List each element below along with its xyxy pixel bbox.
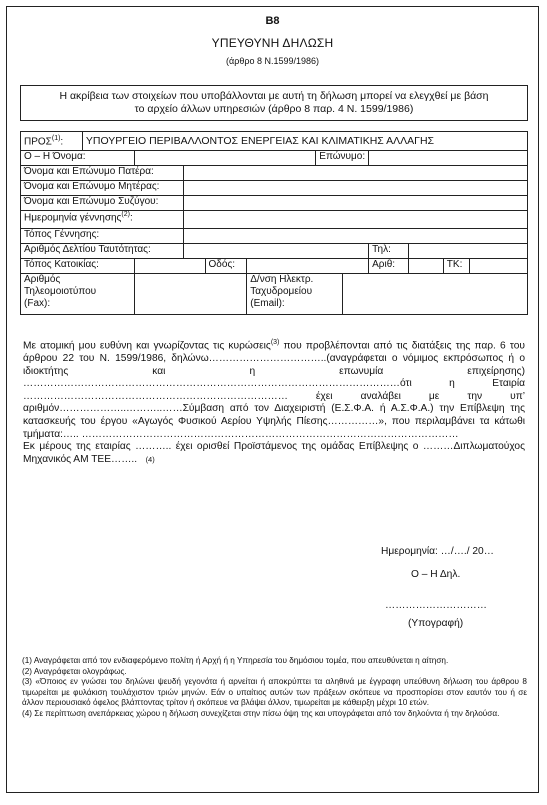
father-input[interactable] bbox=[184, 166, 528, 181]
spouse-input[interactable] bbox=[184, 196, 528, 211]
notice-line-2: το αρχείο άλλων υπηρεσιών (άρθρο 8 παρ. 4 Ν. 1599/1986) bbox=[134, 103, 414, 115]
street-label: Οδός: bbox=[205, 259, 247, 274]
email-input[interactable] bbox=[342, 274, 527, 315]
footnote-1: (1) Αναγράφεται από τον ενδιαφερόμενο πολίτη ή Αρχή ή η Υπηρεσία του δημόσιου τομέα, που απευθύνεται η αίτηση. bbox=[22, 656, 449, 665]
declarant-label: Ο – Η Δηλ. bbox=[411, 569, 461, 580]
form-code: Β8 bbox=[265, 15, 280, 27]
name-label: Ο – Η Όνομα: bbox=[21, 151, 135, 166]
father-label: Όνομα και Επώνυμο Πατέρα: bbox=[21, 166, 184, 181]
mother-input[interactable] bbox=[184, 181, 528, 196]
form-title: ΥΠΕΥΘΥΝΗ ΔΗΛΩΣΗ bbox=[211, 36, 334, 50]
accuracy-notice bbox=[20, 85, 528, 121]
declaration-form-page bbox=[6, 6, 539, 793]
postcode-label: ΤΚ: bbox=[443, 259, 469, 274]
footnote-3: (3) «Όποιος εν γνώσει του δηλώνει ψευδή γεγονότα ή αρνείται ή αποκρύπτει τα αληθινά με έγγραφη υπεύθυνη δήλωση του άρθρου 8 τιμωρείται με φυλάκιση τουλάχιστον τριών μηνών. Εάν ο υπαίτιος αυτών των πράξεων σκόπευε να προσπορίσει στον εαυτόν του ή σε άλλον περιουσιακό όφελος βλάπτοντας τρίτον ή σκόπευε να βλάψει άλλον, τιμωρείται με κάθειρξη μέχρι 10 ετών. bbox=[22, 677, 527, 708]
surname-label: Επώνυμο: bbox=[316, 151, 369, 166]
date-line: Ημερομηνία: …/…./ 20… bbox=[381, 546, 494, 557]
mother-label: Όνομα και Επώνυμο Μητέρας: bbox=[21, 181, 184, 196]
street-number-input[interactable] bbox=[408, 259, 443, 274]
id-number-input[interactable] bbox=[184, 244, 369, 259]
email-label: Δ/νση Ηλεκτρ. Ταχυδρομείου (Email): bbox=[247, 274, 342, 315]
phone-label: Τηλ: bbox=[369, 244, 409, 259]
footnote-4: (4) Σε περίπτωση ανεπάρκειας χώρου η δήλωση συνεχίζεται στην πίσω όψη της και υπογράφεται από τον δηλούντα ή την δηλούσα. bbox=[22, 708, 500, 718]
birthdate-input[interactable] bbox=[184, 211, 528, 229]
personal-details-table bbox=[20, 131, 528, 315]
birthplace-label: Τόπος Γέννησης: bbox=[21, 229, 184, 244]
spouse-label: Όνομα και Επώνυμο Συζύγου: bbox=[21, 196, 184, 211]
fax-input[interactable] bbox=[134, 274, 247, 315]
signature-label: (Υπογραφή) bbox=[408, 618, 464, 629]
fax-label: Αριθμός Τηλεομοιοτύπου (Fax): bbox=[21, 274, 135, 315]
name-input[interactable] bbox=[134, 151, 316, 166]
law-reference: (άρθρο 8 Ν.1599/1986) bbox=[226, 56, 319, 66]
declaration-text bbox=[23, 337, 525, 466]
declaration-paragraph-2: Εκ μέρους της εταιρίας ……….. έχει ορισθεί Προϊστάμενος της ομάδας Επίβλεψης ο ………Διπλωματούχος Μηχανικός ΑΜ ΤΕΕ…….. (4) bbox=[23, 441, 525, 465]
declaration-paragraph-1: Με ατομική μου ευθύνη και γνωρίζοντας τις κυρώσεις$^{(3)}$ που προβλέπονται από τις διατάξεις της παρ. 6 του άρθρου 22 του Ν. 1599/1986, δηλώνω……………………………..(αναγράφεται ο νόμιμος εκπρόσωπος ή ο ιδιοκτήτης και η επωνυμία επιχείρησης) …………………………………………………………………………………………………ότι η Εταιρία …………………………………………………………………… έχει αναλάβει με την υπ’ αριθμόν………………..………..……Σύμβαση από τον Διαχειριστή (Ε.Σ.Φ.Α. ή Α.Σ.Φ.Α.) την Επίβλεψη της κατασκευής του έργου «Αγωγός Φυσικού Αερίου Υψηλής Πίεσης……………», που περιλαμβάνει τα κάτωθι τμήματα:….. ………………………………………………………………………………………………… bbox=[23, 339, 525, 440]
recipient-field[interactable]: ΥΠΟΥΡΓΕΙΟ ΠΕΡΙΒΑΛΛΟΝΤΟΣ ΕΝΕΡΓΕΙΑΣ ΚΑΙ ΚΛΙΜΑΤΙΚΗΣ ΑΛΛΑΓΗΣ bbox=[82, 132, 527, 151]
postcode-input[interactable] bbox=[469, 259, 527, 274]
street-input[interactable] bbox=[247, 259, 369, 274]
residence-label: Τόπος Κατοικίας: bbox=[21, 259, 135, 274]
notice-line-1: Η ακρίβεια των στοιχείων που υποβάλλονται με αυτή τη δήλωση μπορεί να ελεγχθεί με βάση bbox=[59, 90, 489, 102]
birthdate-label: Ημερομηνία γέννησης$^{(2)}$: bbox=[21, 211, 184, 229]
phone-input[interactable] bbox=[408, 244, 527, 259]
surname-input[interactable] bbox=[369, 151, 528, 166]
street-number-label: Αριθ: bbox=[369, 259, 409, 274]
id-number-label: Αριθμός Δελτίου Ταυτότητας: bbox=[21, 244, 184, 259]
recipient-label: ΠΡΟΣ$^{(1)}$: bbox=[21, 132, 83, 151]
residence-input[interactable] bbox=[134, 259, 205, 274]
signature-dots: ………………………… bbox=[385, 600, 487, 611]
footnote-2: (2) Αναγράφεται ολογράφως. bbox=[22, 666, 127, 676]
birthplace-input[interactable] bbox=[184, 229, 528, 244]
footnotes bbox=[22, 656, 527, 720]
